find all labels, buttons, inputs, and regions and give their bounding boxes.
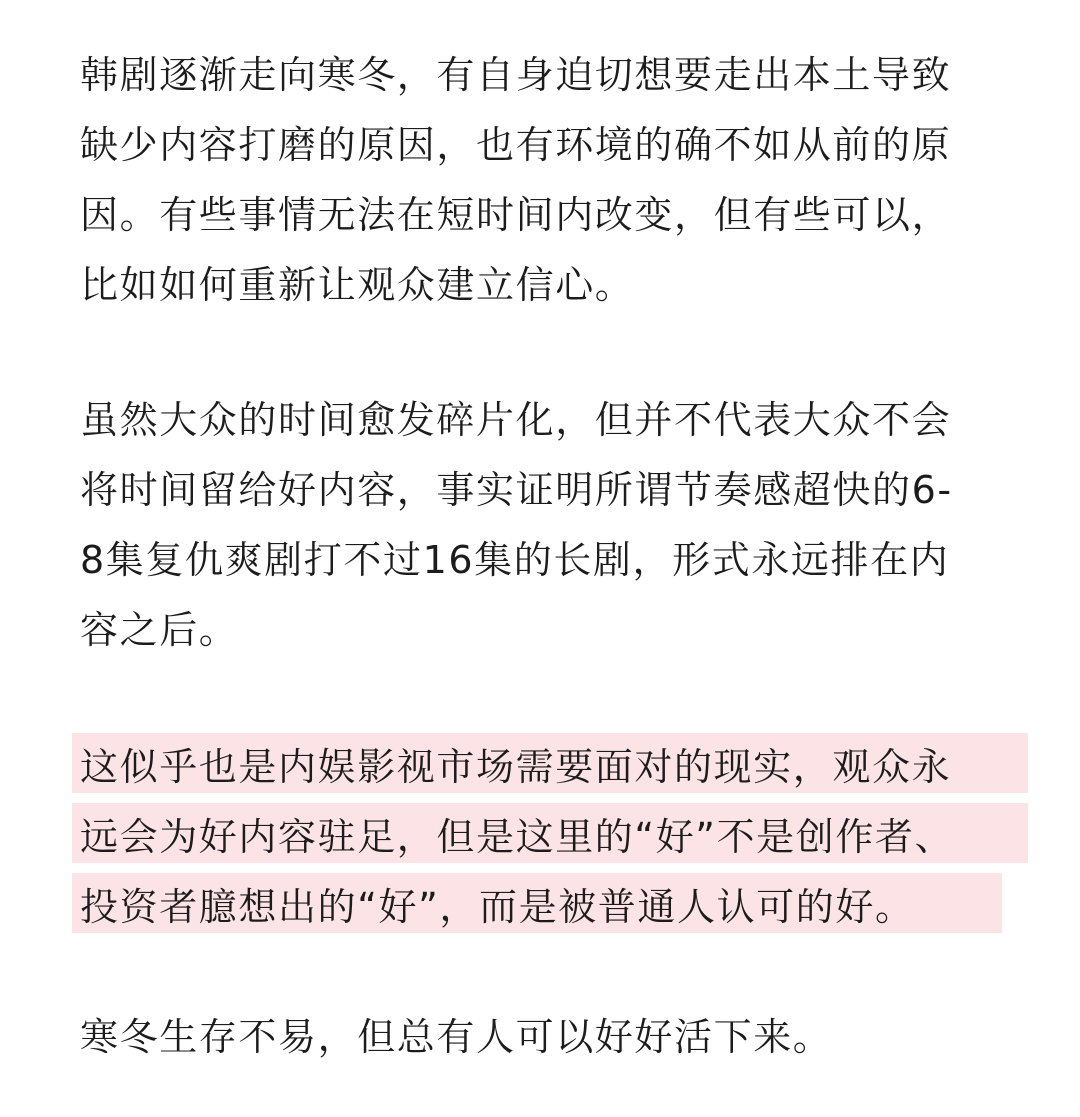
paragraph-line: 因。有些事情无法在短时间内改变，但有些可以，: [80, 193, 952, 237]
highlighted-line-text: 这似乎也是内娱影视市场需要面对的现实，观众永: [80, 745, 952, 789]
paragraph-line: 8集复仇爽剧打不过16集的长剧，形式永远排在内: [80, 538, 950, 582]
highlighted-line: [80, 802, 1020, 872]
paragraph-line: 虽然大众的时间愈发碎片化，但并不代表大众不会: [80, 398, 952, 442]
paragraph-line: 比如如何重新让观众建立信心。: [80, 263, 635, 307]
highlighted-paragraph: [80, 732, 1020, 942]
paragraph-line: 容之后。: [80, 608, 239, 652]
paragraph-1: [80, 40, 1020, 320]
highlighted-line-text: 投资者臆想出的“好”，而是被普通人认可的好。: [80, 885, 915, 929]
highlighted-line-text: 远会为好内容驻足，但是这里的“好”不是创作者、: [80, 815, 955, 859]
highlighted-line: [80, 872, 1020, 942]
highlighted-line: [80, 732, 1020, 802]
paragraph-4: [80, 1002, 1020, 1072]
paragraph-2: [80, 385, 1020, 665]
paragraph-line: 将时间留给好内容，事实证明所谓节奏感超快的6-: [80, 468, 953, 512]
paragraph-line: 韩剧逐渐走向寒冬，有自身迫切想要走出本土导致: [80, 53, 952, 97]
paragraph-line: 寒冬生存不易，但总有人可以好好活下来。: [80, 1015, 833, 1059]
paragraph-line: 缺少内容打磨的原因，也有环境的确不如从前的原: [80, 123, 952, 167]
